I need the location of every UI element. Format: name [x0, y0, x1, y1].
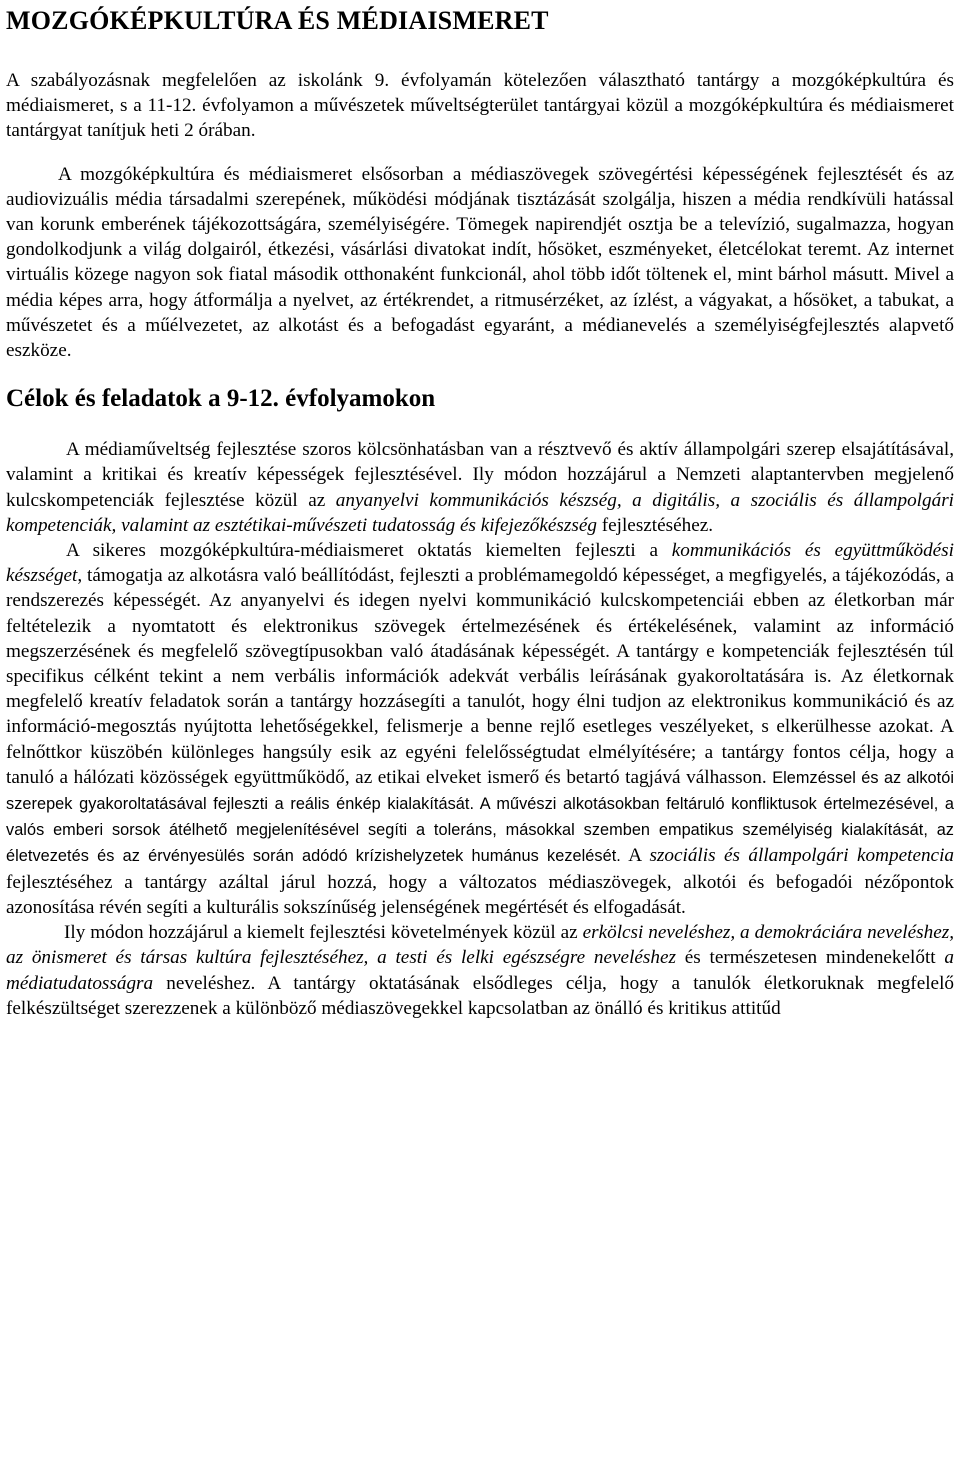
- requirements-text-a: Ily módon hozzájárul a kiemelt fejlesztési követelmények közül az: [64, 922, 583, 944]
- competencies-text-b: , támogatja az alkotásra való beállítódást, fejleszti a problémamegoldó képességet, a megfigyelés, a tájékozódás, a rendszerezés képességét. Az anyanyelvi és idegen nyelvi kommunikáció kulcskompetenciái ebben az életkorban már feltételezik a nyomtatott és elektronikus szövegek értelmezésének és értékelésének, valamint az információ megszerzésének és megfelelő szövegtípusokban való átadásának képességét. A tantárgy e kompetenciák fejlesztésén túl specifikus célként tekint a nem verbális információk adekvát verbális leírásának gyakoroltatására is. Az életkornak megfelelő kreatív feladatok során a tantárgy hozzásegíti a tanulót, hogy élni tudjon az elektronikus kommunikáció és az információ-megosztás nyújtotta lehetőségekkel, felismerje a benne rejlő esetleges veszélyeket, s elkerülhesse azokat. A felnőttkor küszöbén különleges hangsúly esik az egyéni felelősségtudat elmélyítésére; a tantárgy fontos célja, hogy a tanuló a hálózati közösségek együttműködő, az etikai elveket ismerő és betartó tagjává válhasson.: [6, 565, 954, 788]
- goals-paragraph: [6, 437, 954, 538]
- media-importance-paragraph: A mozgóképkultúra és médiaismeret elsősorban a médiaszövegek szövegértési képességének fejlesztését és az audiovizuális média társadalmi szerepének, működési módjának tisztázását szolgálja, hiszen a média rendkívüli hatással van korunk emberének tájékozottságára, személyiségére. Tömegek napirendjét osztja be a televízió, sugalmazza, hogyan gondolkodjunk a világ dolgairól, étkezési, vásárlási divatokat indít, hősöket, eszményeket, életcélokat teremt. Az internet virtuális közege nagyon sok fiatal második otthonaként funkcionál, ahol több időt töltenek el, mint bárhol másutt. Mivel a média képes arra, hogy átformálja a nyelvet, az értékrendet, a ritmusérzéket, az ízlést, a vágyakat, a hősöket, a tabukat, a művészetet és a műélvezetet, az alkotást és a befogadást egyaránt, a médianevelés a személyiségfejlesztés alapvető eszköze.: [6, 163, 954, 362]
- goals-text-a: A médiaműveltség fejlesztése szoros kölcsönhatásban van a résztvevő és aktív állampolgári szerep elsajátításával, valamint a kritikai és kreatív képességek fejlesztésével. Ily módon hozzájárul a Nemzeti alaptantervben megjelenő kulcskompetenciák fejlesztése közül az: [6, 439, 954, 511]
- goals-italic-competencies: anyanyelvi kommunikációs készség, a digitális, a szociális és állampolgári kompetenciák, valamint az esztétikai-művészeti tudatosság és kifejezőkészség: [6, 489, 954, 536]
- competencies-italic-communication: kommunikációs és együttműködési készséget: [6, 540, 954, 587]
- competencies-paragraph: [6, 538, 954, 920]
- requirements-text-c: neveléshez. A tantárgy oktatásának elsődleges célja, hogy a tanulók életkoruknak megfelelő felkészültséget szerezzenek a különböző médiaszövegekkel kapcsolatban az önálló és kritikus attitűd: [6, 972, 954, 1019]
- requirements-italic-media: a médiatudatosságra: [6, 947, 954, 994]
- competencies-text-c: A: [620, 845, 650, 867]
- intro-paragraph: A szabályozásnak megfelelően az iskolánk 9. évfolyamán kötelezően választható tantárgy a mozgóképkultúra és médiaismeret, s a 11-12. évfolyamon a művészetek műveltségterület tantárgyai közül a mozgóképkultúra és médiaismeret tantárgyat tanítjuk heti 2 órában.: [6, 70, 954, 142]
- requirements-text-b: és természetesen mindenekelőtt: [675, 947, 945, 969]
- competencies-sans-text: Elemzéssel és az alkotói szerepek gyakoroltatásával fejleszti a reális énkép kialakítását. A művészi alkotásokban feltáruló konfliktusok értelmezésével, a valós emberi sorsok átélhető megjelenítésével segíti a toleráns, másokkal szemben empatikus személyiség kialakítását, az életvezetés és az érvényesülés során adódó krízishelyzetek humánus kezelését.: [6, 768, 955, 866]
- requirements-italic-moral: erkölcsi neveléshez, a demokráciára neveléshez, az önismeret és társas kultúra fejlesztéséhez, a testi és lelki egészségre neveléshez: [6, 922, 954, 969]
- competencies-text-a: A sikeres mozgóképkultúra-médiaismeret oktatás kiemelten fejleszti a: [66, 540, 672, 562]
- goals-text-b: fejlesztéséhez.: [596, 514, 714, 536]
- section-heading: Célok és feladatok a 9-12. évfolyamokon: [6, 385, 436, 413]
- document-title: MOZGÓKÉPKULTÚRA ÉS MÉDIAISMERET: [6, 6, 549, 35]
- development-requirements-paragraph: [6, 920, 954, 1021]
- competencies-italic-social: szociális és állampolgári kompetencia: [649, 845, 954, 867]
- competencies-text-d: fejlesztéséhez a tantárgy azáltal járul hozzá, hogy a változatos médiaszövegek, alkotói és befogadói nézőpontok azonosítása révén segíti a kulturális sokszínűség jelenségének megértését és elfogadását.: [6, 871, 954, 918]
